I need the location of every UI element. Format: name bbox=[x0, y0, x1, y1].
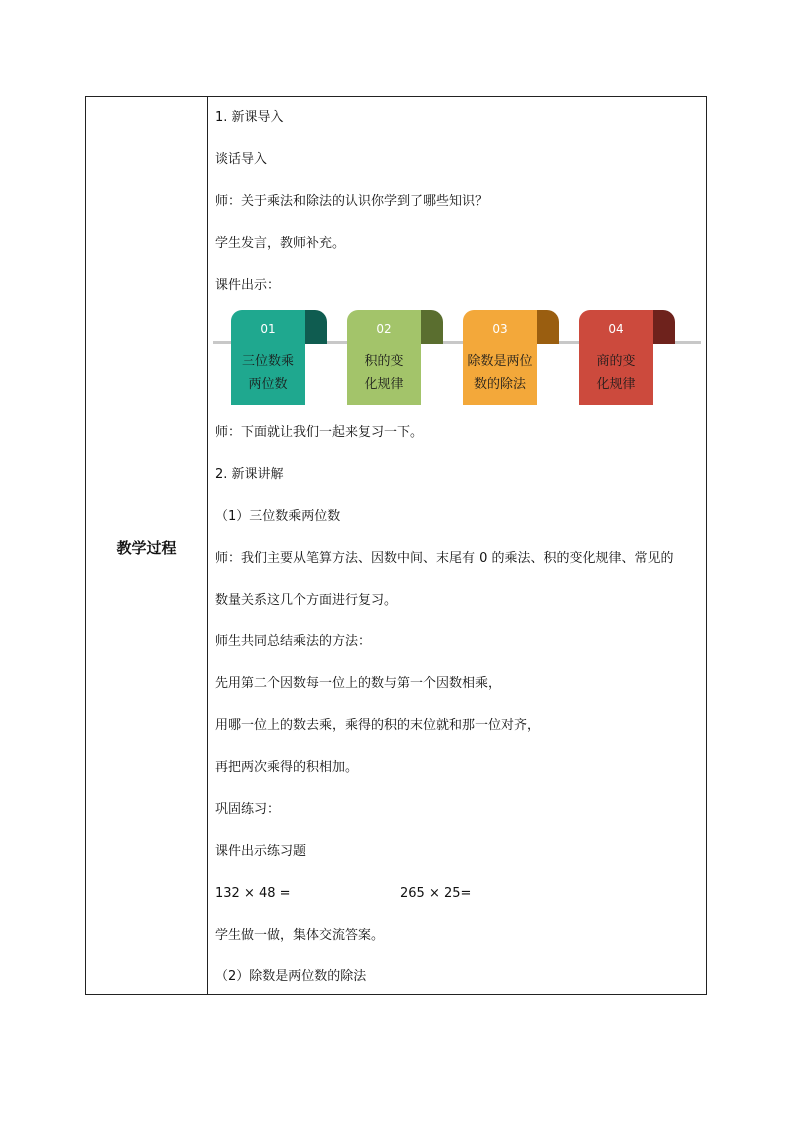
text-line: 师：关于乘法和除法的认识你学到了哪些知识？ bbox=[215, 194, 489, 209]
text-line: 再把两次乘得的积相加。 bbox=[215, 760, 359, 775]
text-line: 先用第二个因数每一位上的数与第一个因数相乘， bbox=[215, 676, 502, 691]
card-text bbox=[231, 350, 305, 396]
topic-card-01 bbox=[231, 310, 305, 405]
text-line: 学生发言，教师补充。 bbox=[215, 236, 346, 251]
card-fold bbox=[537, 310, 559, 344]
text-line: 数量关系这几个方面进行复习。 bbox=[215, 593, 398, 608]
card-text bbox=[347, 350, 421, 396]
card-number: 04 bbox=[608, 322, 624, 336]
card-text bbox=[579, 350, 653, 396]
card-text-line: 积的变 bbox=[364, 354, 404, 369]
card-text bbox=[463, 350, 537, 396]
text-line: 巩固练习： bbox=[215, 802, 281, 817]
card-text-line: 化规律 bbox=[596, 377, 636, 392]
card-fold bbox=[653, 310, 675, 344]
card-text-line: 商的变 bbox=[596, 354, 636, 369]
text-line: 师：下面就让我们一起来复习一下。 bbox=[215, 425, 424, 440]
topic-card-04 bbox=[579, 310, 653, 405]
section-label: 教学过程 bbox=[116, 539, 177, 557]
card-text-line: 化规律 bbox=[364, 377, 404, 392]
heading-new-lesson-explain: 2. 新课讲解 bbox=[215, 467, 284, 482]
text-line: 师生共同总结乘法的方法： bbox=[215, 634, 372, 649]
card-text-line: 两位数 bbox=[248, 377, 288, 392]
card-fold bbox=[421, 310, 443, 344]
heading-new-lesson-intro: 1. 新课导入 bbox=[215, 110, 284, 125]
card-number: 03 bbox=[492, 322, 508, 336]
text-line: 学生做一做，集体交流答案。 bbox=[215, 928, 385, 943]
text-line: 谈话导入 bbox=[215, 152, 268, 167]
text-line: 课件出示练习题 bbox=[215, 844, 307, 859]
topic-card-02 bbox=[347, 310, 421, 405]
exercise-2: 265 × 25= bbox=[400, 886, 472, 901]
card-fold bbox=[305, 310, 327, 344]
subheading-multiplication: （1）三位数乘两位数 bbox=[215, 509, 341, 524]
lesson-table bbox=[85, 96, 707, 995]
card-number: 02 bbox=[376, 322, 392, 336]
text-line: 课件出示： bbox=[215, 278, 281, 293]
card-text-line: 除数是两位 bbox=[467, 354, 533, 369]
card-number: 01 bbox=[260, 322, 276, 336]
text-line: 用哪一位上的数去乘，乘得的积的末位就和那一位对齐， bbox=[215, 718, 541, 733]
text-line: 师：我们主要从笔算方法、因数中间、末尾有 0 的乘法、积的变化规律、常见的 bbox=[215, 551, 674, 566]
subheading-division: （2）除数是两位数的除法 bbox=[215, 969, 367, 984]
topic-card-03 bbox=[463, 310, 537, 405]
exercise-1: 132 × 48 = bbox=[215, 886, 291, 901]
topic-diagram bbox=[213, 306, 703, 408]
label-cell bbox=[86, 97, 208, 994]
card-text-line: 数的除法 bbox=[473, 377, 526, 392]
card-text-line: 三位数乘 bbox=[241, 354, 294, 369]
